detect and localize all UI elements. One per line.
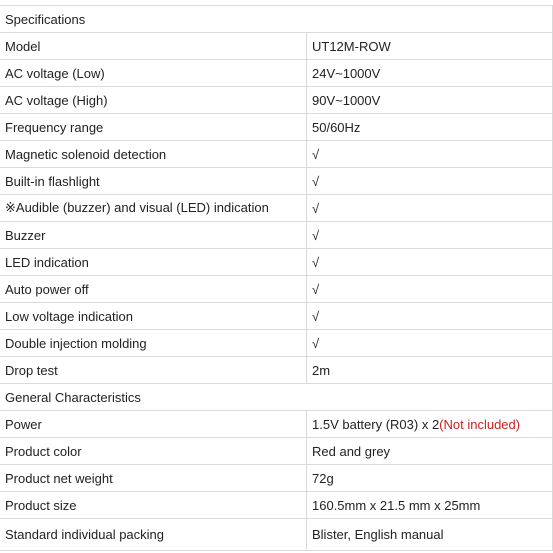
spec-label: Built-in flashlight (0, 168, 307, 195)
spec-label: Frequency range (0, 114, 307, 141)
spec-label: Low voltage indication (0, 303, 307, 330)
table-row (0, 357, 553, 384)
table-row (0, 195, 553, 222)
table-row (0, 330, 553, 357)
spec-label: Drop test (0, 357, 307, 384)
section-header-general-characteristics (0, 384, 553, 411)
section-title: Specifications (0, 6, 553, 33)
spec-label: Product color (0, 438, 307, 465)
check-mark: √ (307, 249, 553, 276)
section-header-specifications (0, 6, 553, 33)
table-row (0, 438, 553, 465)
spec-value: 90V~1000V (307, 87, 553, 114)
table-row (0, 249, 553, 276)
check-mark: √ (307, 330, 553, 357)
spec-label: LED indication (0, 249, 307, 276)
spec-label: Product size (0, 492, 307, 519)
check-mark: √ (307, 222, 553, 249)
table-row (0, 87, 553, 114)
specifications-table (0, 5, 553, 551)
spec-value: 2m (307, 357, 553, 384)
spec-label: Power (0, 411, 307, 438)
spec-value: 24V~1000V (307, 60, 553, 87)
table-row (0, 276, 553, 303)
spec-label: Product net weight (0, 465, 307, 492)
spec-value (307, 411, 553, 438)
section-title: General Characteristics (0, 384, 553, 411)
table-row (0, 411, 553, 438)
table-row (0, 114, 553, 141)
table-row (0, 222, 553, 249)
spec-label: ※Audible (buzzer) and visual (LED) indication (0, 195, 307, 222)
check-mark: √ (307, 303, 553, 330)
spec-value: 50/60Hz (307, 114, 553, 141)
table-row (0, 33, 553, 60)
check-mark: √ (307, 195, 553, 222)
spec-value: UT12M-ROW (307, 33, 553, 60)
table-row (0, 519, 553, 551)
spec-value: Red and grey (307, 438, 553, 465)
spec-label: Standard individual packing (0, 519, 307, 551)
check-mark: √ (307, 276, 553, 303)
table-row (0, 492, 553, 519)
spec-value: Blister, English manual (307, 519, 553, 551)
check-mark: √ (307, 168, 553, 195)
spec-value: 72g (307, 465, 553, 492)
spec-label: Model (0, 33, 307, 60)
spec-label: Double injection molding (0, 330, 307, 357)
table-row (0, 303, 553, 330)
spec-label: Magnetic solenoid detection (0, 141, 307, 168)
table-row (0, 60, 553, 87)
table-row (0, 465, 553, 492)
power-value: 1.5V battery (R03) x 2 (312, 416, 440, 432)
spec-label: Buzzer (0, 222, 307, 249)
spec-label: AC voltage (Low) (0, 60, 307, 87)
not-included-note: (Not included) (439, 416, 521, 432)
table-row (0, 168, 553, 195)
check-mark: √ (307, 141, 553, 168)
spec-label: Auto power off (0, 276, 307, 303)
spec-value: 160.5mm x 21.5 mm x 25mm (307, 492, 553, 519)
spec-label: AC voltage (High) (0, 87, 307, 114)
table-row (0, 141, 553, 168)
